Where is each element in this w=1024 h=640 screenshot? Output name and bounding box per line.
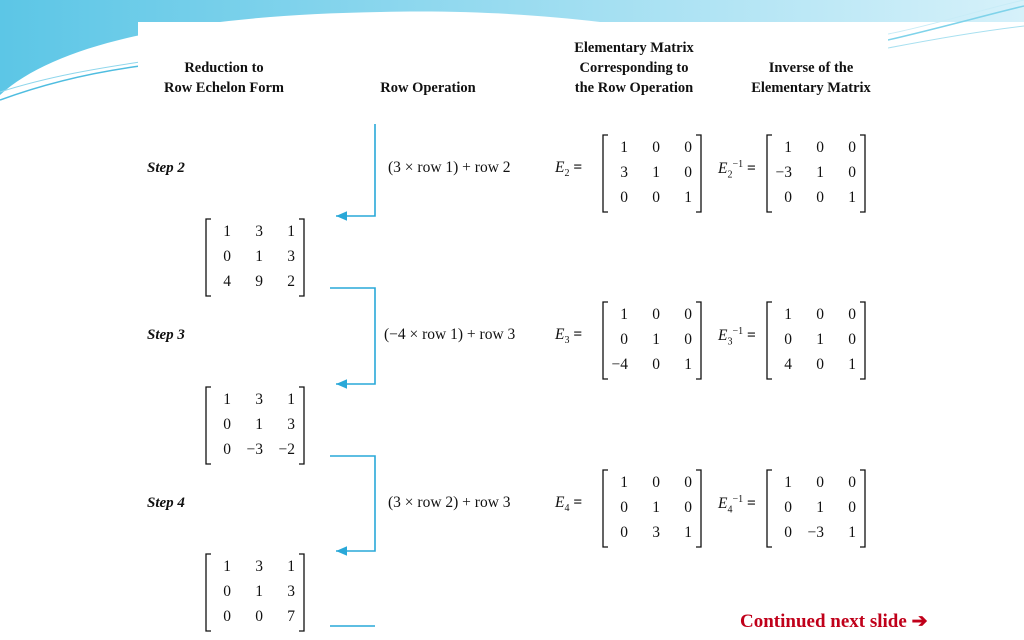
- matrix-cell: 1: [620, 139, 628, 156]
- row-operation: (3 × row 1) + row 2: [388, 159, 511, 176]
- matrix-cell: 0: [848, 499, 856, 516]
- matrix-cell: 7: [287, 608, 295, 625]
- inverse-matrix: [766, 134, 866, 213]
- matrix-cell: 3: [652, 524, 660, 541]
- header-line: Reduction to: [184, 60, 264, 76]
- matrix-cell: 1: [287, 558, 295, 575]
- header-row-operation: [366, 78, 490, 98]
- elementary-matrix: [602, 134, 702, 213]
- header-elementary-matrix: [560, 38, 708, 98]
- header-line: the Row Operation: [574, 80, 694, 96]
- matrix-cell: 0: [848, 331, 856, 348]
- matrix-cell: 0: [223, 248, 231, 265]
- matrix-cell: 0: [620, 499, 628, 516]
- header-line: Elementary Matrix: [751, 80, 871, 96]
- matrix-subscript: 2: [564, 168, 570, 180]
- matrix-cell: 0: [784, 189, 792, 206]
- header-line: Row Echelon Form: [163, 80, 284, 96]
- matrix-cell: −3: [807, 524, 824, 541]
- inverse-matrix-label: $E_4^{-1}$ =: [718, 494, 756, 516]
- matrix-cell: 1: [816, 331, 824, 348]
- result-matrix: [205, 386, 305, 465]
- matrix-subscript: 4: [564, 503, 570, 515]
- row-operation: (3 × row 2) + row 3: [388, 494, 511, 511]
- right-bracket: [696, 302, 701, 379]
- matrix-cell: 1: [848, 189, 856, 206]
- header-line: Corresponding to: [579, 60, 689, 76]
- matrix-subscript: 3: [564, 335, 570, 347]
- matrix-cell: 0: [684, 331, 692, 348]
- elementary-matrix-label: $E_2$ =: [555, 159, 583, 180]
- matrix-cell: 3: [287, 583, 295, 600]
- matrix-cell: 1: [620, 306, 628, 323]
- matrix-cell: 4: [784, 356, 792, 373]
- elementary-matrix-label: $E_4$ =: [555, 494, 583, 515]
- right-bracket: [860, 135, 865, 212]
- matrix-cell: 1: [652, 164, 660, 181]
- matrix-cell: −2: [278, 441, 295, 458]
- matrix-cell: 0: [848, 306, 856, 323]
- matrix-cell: 3: [620, 164, 628, 181]
- step-label: Step 2: [147, 160, 185, 176]
- matrix-cell: 3: [255, 558, 263, 575]
- matrix-cell: −4: [611, 356, 628, 373]
- matrix-cell: 0: [816, 306, 824, 323]
- matrix-cell: 1: [255, 583, 263, 600]
- matrix-cell: 0: [784, 499, 792, 516]
- elementary-matrix: [602, 469, 702, 548]
- matrix-cell: 0: [620, 524, 628, 541]
- matrix-superscript: −1: [732, 494, 744, 505]
- matrix-cell: 0: [684, 164, 692, 181]
- matrix-cell: 0: [620, 331, 628, 348]
- elementary-matrix: [602, 301, 702, 380]
- arrow-right-icon: ➔: [911, 611, 928, 632]
- matrix-cell: 0: [652, 139, 660, 156]
- matrix-cell: −3: [775, 164, 792, 181]
- matrix-cell: 1: [816, 499, 824, 516]
- matrix-cell: 0: [652, 474, 660, 491]
- matrix-cell: 0: [223, 608, 231, 625]
- matrix-cell: 1: [223, 558, 231, 575]
- elementary-matrix-label: $E_3$ =: [555, 326, 583, 347]
- inverse-matrix: [766, 301, 866, 380]
- result-matrix: [205, 553, 305, 632]
- right-bracket: [299, 554, 304, 631]
- right-bracket: [299, 219, 304, 296]
- right-bracket: [696, 135, 701, 212]
- matrix-superscript: −1: [732, 159, 744, 170]
- matrix-cell: 0: [684, 499, 692, 516]
- matrix-cell: 0: [784, 524, 792, 541]
- matrix-cell: 1: [684, 189, 692, 206]
- result-matrix: [205, 218, 305, 297]
- header-line: Row Operation: [380, 80, 476, 96]
- matrix-cell: 1: [684, 356, 692, 373]
- matrix-symbol: E: [718, 327, 728, 345]
- header-line: Elementary Matrix: [574, 40, 694, 56]
- matrix-cell: 0: [620, 189, 628, 206]
- matrix-cell: 0: [652, 189, 660, 206]
- matrix-symbol: E: [555, 494, 565, 511]
- matrix-cell: 1: [652, 331, 660, 348]
- matrix-cell: 9: [255, 273, 263, 290]
- matrix-cell: 0: [684, 474, 692, 491]
- matrix-cell: 1: [848, 524, 856, 541]
- matrix-cell: 1: [255, 416, 263, 433]
- matrix-symbol: E: [718, 495, 728, 513]
- right-bracket: [860, 470, 865, 547]
- matrix-subscript: 4: [727, 504, 733, 516]
- matrix-cell: 1: [620, 474, 628, 491]
- matrix-cell: 0: [223, 416, 231, 433]
- matrix-cell: 1: [255, 248, 263, 265]
- matrix-symbol: E: [555, 326, 565, 343]
- matrix-cell: 0: [684, 139, 692, 156]
- matrix-cell: 3: [287, 416, 295, 433]
- matrix-subscript: 2: [727, 169, 733, 181]
- row-operation: (−4 × row 1) + row 3: [384, 326, 516, 343]
- matrix-cell: 0: [652, 356, 660, 373]
- header-line: Inverse of the: [768, 60, 854, 76]
- matrix-cell: 1: [652, 499, 660, 516]
- matrix-cell: 1: [287, 391, 295, 408]
- matrix-cell: 1: [848, 356, 856, 373]
- inverse-matrix-label: $E_3^{-1}$ =: [718, 326, 756, 348]
- matrix-superscript: −1: [732, 326, 744, 337]
- matrix-cell: 0: [223, 441, 231, 458]
- matrix-cell: 3: [255, 223, 263, 240]
- matrix-cell: 2: [287, 273, 295, 290]
- matrix-cell: 1: [223, 391, 231, 408]
- matrix-cell: 0: [848, 139, 856, 156]
- matrix-cell: 0: [255, 608, 263, 625]
- matrix-cell: 1: [784, 306, 792, 323]
- matrix-cell: 0: [684, 306, 692, 323]
- matrix-cell: 0: [816, 139, 824, 156]
- continued-next-slide-link[interactable]: [740, 610, 927, 633]
- footer-text: Continued next slide: [740, 611, 907, 632]
- inverse-matrix: [766, 469, 866, 548]
- matrix-cell: 1: [784, 474, 792, 491]
- matrix-cell: 0: [848, 164, 856, 181]
- matrix-cell: 0: [652, 306, 660, 323]
- header-inverse-matrix: [740, 58, 882, 98]
- right-bracket: [860, 302, 865, 379]
- matrix-cell: 0: [816, 189, 824, 206]
- matrix-subscript: 3: [727, 336, 733, 348]
- matrix-cell: 1: [223, 223, 231, 240]
- matrix-cell: 0: [816, 356, 824, 373]
- right-bracket: [696, 470, 701, 547]
- matrix-cell: 3: [287, 248, 295, 265]
- matrix-cell: 0: [816, 474, 824, 491]
- step-label: Step 4: [147, 495, 185, 511]
- matrix-cell: 0: [784, 331, 792, 348]
- inverse-matrix-label: $E_2^{-1}$ =: [718, 159, 756, 181]
- right-bracket: [299, 387, 304, 464]
- matrix-cell: 0: [223, 583, 231, 600]
- matrix-cell: 4: [223, 273, 231, 290]
- matrix-symbol: E: [555, 159, 565, 176]
- matrix-cell: 1: [287, 223, 295, 240]
- header-reduction: [150, 58, 298, 98]
- matrix-cell: 0: [848, 474, 856, 491]
- matrix-cell: −3: [246, 441, 263, 458]
- matrix-cell: 1: [784, 139, 792, 156]
- matrix-symbol: E: [718, 160, 728, 178]
- step-label: Step 3: [147, 327, 185, 343]
- matrix-cell: 1: [684, 524, 692, 541]
- matrix-cell: 3: [255, 391, 263, 408]
- matrix-cell: 1: [816, 164, 824, 181]
